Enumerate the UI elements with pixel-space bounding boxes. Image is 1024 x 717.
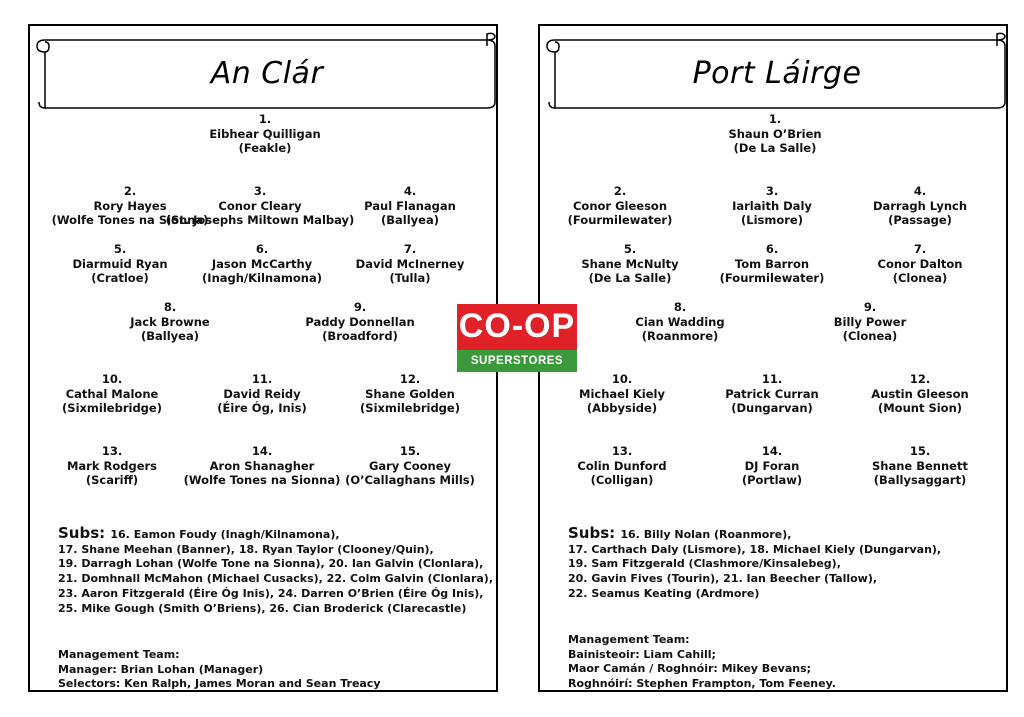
- jersey-number: 11.: [251, 372, 273, 386]
- jersey-number: 4.: [913, 184, 927, 198]
- player-13: [542, 444, 702, 488]
- subs-line: 22. Seamus Keating (Ardmore): [568, 586, 760, 600]
- player-4: [840, 184, 1000, 228]
- player-club: (Mount Sion): [877, 401, 963, 415]
- player-12: [330, 372, 490, 416]
- subs-line: 21. Domhnall McMahon (Michael Cusacks), 22. Colm Galvin (Clonlara),: [58, 572, 494, 586]
- jersey-number: 6.: [765, 242, 779, 256]
- jersey-number: 14.: [761, 444, 783, 458]
- jersey-number: 15.: [399, 444, 421, 458]
- jersey-number: 9.: [863, 300, 877, 314]
- subs-line: 17. Carthach Daly (Lismore), 18. Michael Kiely (Dungarvan),: [568, 542, 942, 556]
- player-club: (Ballyea): [141, 329, 199, 343]
- player-club: (Clonea): [892, 271, 948, 285]
- player-club: (Scariff): [85, 473, 139, 487]
- management-section: [58, 648, 381, 692]
- jersey-number: 9.: [353, 300, 367, 314]
- management-section: [568, 633, 836, 692]
- player-club: (Wolfe Tones na Sionna): [51, 213, 209, 227]
- player-club: (Tulla): [389, 271, 431, 285]
- player-club: (Sixmilebridge): [360, 401, 460, 415]
- jersey-number: 6.: [255, 242, 269, 256]
- player-name: Billy Power: [833, 314, 907, 329]
- player-10: [32, 372, 192, 416]
- jersey-number: 2.: [613, 184, 627, 198]
- team-title: An Clár: [210, 56, 324, 91]
- jersey-number: 11.: [761, 372, 783, 386]
- player-name: Paul Flanagan: [364, 198, 456, 213]
- logo-wordmark: CO-OP: [457, 304, 577, 350]
- player-4: [330, 184, 490, 228]
- jersey-number: 13.: [611, 444, 633, 458]
- player-club: (Broadford): [322, 329, 398, 343]
- player-name: David McInerney: [355, 256, 465, 271]
- subs-line: 20. Gavin Fives (Tourin), 21. Ian Beecher (Tallow),: [568, 572, 878, 586]
- logo-tagline: SUPERSTORES: [457, 350, 577, 372]
- player-9: [280, 300, 440, 344]
- player-8: [90, 300, 250, 344]
- player-6: [692, 242, 852, 286]
- player-club: (Sixmilebridge): [62, 401, 162, 415]
- player-name: Eibhear Quilligan: [209, 126, 321, 141]
- subs-line: 16. Billy Nolan (Roanmore),: [620, 528, 792, 541]
- player-name: Shane Golden: [365, 386, 455, 401]
- player-3: [692, 184, 852, 228]
- player-15: [840, 444, 1000, 488]
- subs-line: 19. Darragh Lohan (Wolfe Tone na Sionna), 20. Ian Galvin (Clonlara),: [58, 557, 484, 571]
- player-9: [790, 300, 950, 344]
- jersey-number: 4.: [403, 184, 417, 198]
- jersey-number: 12.: [399, 372, 421, 386]
- player-name: Jack Browne: [130, 314, 210, 329]
- player-5: [550, 242, 710, 286]
- player-club: (Éire Óg, Inis): [217, 401, 307, 415]
- jersey-number: 8.: [163, 300, 177, 314]
- subs-line: 25. Mike Gough (Smith O’Briens), 26. Cian Broderick (Clarecastle): [58, 601, 467, 615]
- management-heading: Management Team:: [58, 648, 180, 661]
- jersey-number: 15.: [909, 444, 931, 458]
- jersey-number: 12.: [909, 372, 931, 386]
- jersey-number: 3.: [253, 184, 267, 198]
- player-7: [330, 242, 490, 286]
- player-10: [542, 372, 702, 416]
- management-heading: Management Team:: [568, 633, 690, 646]
- jersey-number: 1.: [258, 112, 272, 126]
- subs-heading: Subs:: [568, 524, 621, 542]
- player-1: [695, 112, 855, 156]
- management-line: Manager: Brian Lohan (Manager): [58, 662, 264, 676]
- jersey-number: 7.: [403, 242, 417, 256]
- player-name: Shane McNulty: [581, 256, 679, 271]
- jersey-number: 1.: [768, 112, 782, 126]
- player-club: (Ballyea): [381, 213, 439, 227]
- player-club: (Inagh/Kilnamona): [202, 271, 322, 285]
- player-name: Mark Rodgers: [66, 458, 158, 473]
- player-name: Tom Barron: [734, 256, 810, 271]
- player-club: (Wolfe Tones na Sionna): [183, 473, 341, 487]
- player-club: (Fourmilewater): [719, 271, 825, 285]
- jersey-number: 8.: [673, 300, 687, 314]
- player-club: (Clonea): [842, 329, 898, 343]
- player-club: (Feakle): [238, 141, 292, 155]
- player-name: Paddy Donnellan: [305, 314, 415, 329]
- player-name: Shane Bennett: [872, 458, 968, 473]
- management-line: Bainisteoir: Liam Cahill;: [568, 647, 716, 661]
- player-name: Aron Shanagher: [209, 458, 315, 473]
- player-name: Austin Gleeson: [871, 386, 969, 401]
- player-11: [692, 372, 852, 416]
- player-11: [182, 372, 342, 416]
- player-name: Rory Hayes: [93, 198, 167, 213]
- subs-heading: Subs:: [58, 524, 111, 542]
- player-club: (Cratloe): [91, 271, 149, 285]
- team-title: Port Láirge: [692, 56, 862, 91]
- player-name: Gary Cooney: [368, 458, 452, 473]
- player-club: (O’Callaghans Mills): [345, 473, 475, 487]
- subs-section: [58, 526, 493, 616]
- player-name: Conor Gleeson: [572, 198, 668, 213]
- co-op-superstores-logo: [457, 304, 577, 372]
- player-name: Cian Wadding: [635, 314, 725, 329]
- player-8: [600, 300, 760, 344]
- player-name: Iarlaith Daly: [732, 198, 812, 213]
- jersey-number: 5.: [113, 242, 127, 256]
- player-club: (Passage): [888, 213, 952, 227]
- title-banner: [545, 32, 1007, 114]
- jersey-number: 10.: [611, 372, 633, 386]
- player-14: [692, 444, 852, 488]
- player-name: David Reidy: [223, 386, 301, 401]
- jersey-number: 2.: [123, 184, 137, 198]
- subs-line: 19. Sam Fitzgerald (Clashmore/Kinsalebeg),: [568, 557, 841, 571]
- player-club: (Roanmore): [641, 329, 719, 343]
- player-name: Darragh Lynch: [872, 198, 968, 213]
- player-club: (De La Salle): [588, 271, 672, 285]
- player-name: Jason McCarthy: [211, 256, 313, 271]
- player-name: Conor Cleary: [218, 198, 302, 213]
- player-club: (Fourmilewater): [567, 213, 673, 227]
- title-banner: [35, 32, 497, 114]
- player-7: [840, 242, 1000, 286]
- player-name: Cathal Malone: [65, 386, 159, 401]
- player-name: Patrick Curran: [725, 386, 819, 401]
- subs-line: 17. Shane Meehan (Banner), 18. Ryan Taylor (Clooney/Quin),: [58, 542, 434, 556]
- player-club: (St. Josephs Miltown Malbay): [165, 213, 355, 227]
- player-15: [330, 444, 490, 488]
- player-club: (De La Salle): [733, 141, 817, 155]
- player-name: Conor Dalton: [877, 256, 963, 271]
- player-6: [182, 242, 342, 286]
- jersey-number: 10.: [101, 372, 123, 386]
- player-12: [840, 372, 1000, 416]
- player-club: (Abbyside): [586, 401, 658, 415]
- management-line: Roghnóirí: Stephen Frampton, Tom Feeney.: [568, 677, 836, 691]
- player-name: Shaun O’Brien: [728, 126, 822, 141]
- subs-line: 16. Eamon Foudy (Inagh/Kilnamona),: [110, 528, 340, 541]
- jersey-number: 3.: [765, 184, 779, 198]
- player-club: (Lismore): [741, 213, 803, 227]
- jersey-number: 7.: [913, 242, 927, 256]
- team-sheet-clare: [28, 24, 498, 692]
- player-1: [185, 112, 345, 156]
- player-name: Diarmuid Ryan: [72, 256, 168, 271]
- player-club: (Colligan): [590, 473, 654, 487]
- player-5: [40, 242, 200, 286]
- player-club: (Portlaw): [741, 473, 803, 487]
- subs-section: [568, 526, 941, 602]
- jersey-number: 13.: [101, 444, 123, 458]
- jersey-number: 14.: [251, 444, 273, 458]
- player-club: (Dungarvan): [731, 401, 813, 415]
- management-line: Maor Camán / Roghnóir: Mikey Bevans;: [568, 662, 812, 676]
- team-sheet-waterford: [538, 24, 1008, 692]
- jersey-number: 5.: [623, 242, 637, 256]
- player-name: Colin Dunford: [577, 458, 667, 473]
- subs-line: 23. Aaron Fitzgerald (Éire Óg Inis), 24. Darren O’Brien (Éire Óg Inis),: [58, 586, 484, 600]
- player-name: Michael Kiely: [579, 386, 665, 401]
- management-line: Selectors: Ken Ralph, James Moran and Sean Treacy: [58, 677, 381, 691]
- player-2: [540, 184, 700, 228]
- player-name: DJ Foran: [744, 458, 800, 473]
- player-club: (Ballysaggart): [873, 473, 967, 487]
